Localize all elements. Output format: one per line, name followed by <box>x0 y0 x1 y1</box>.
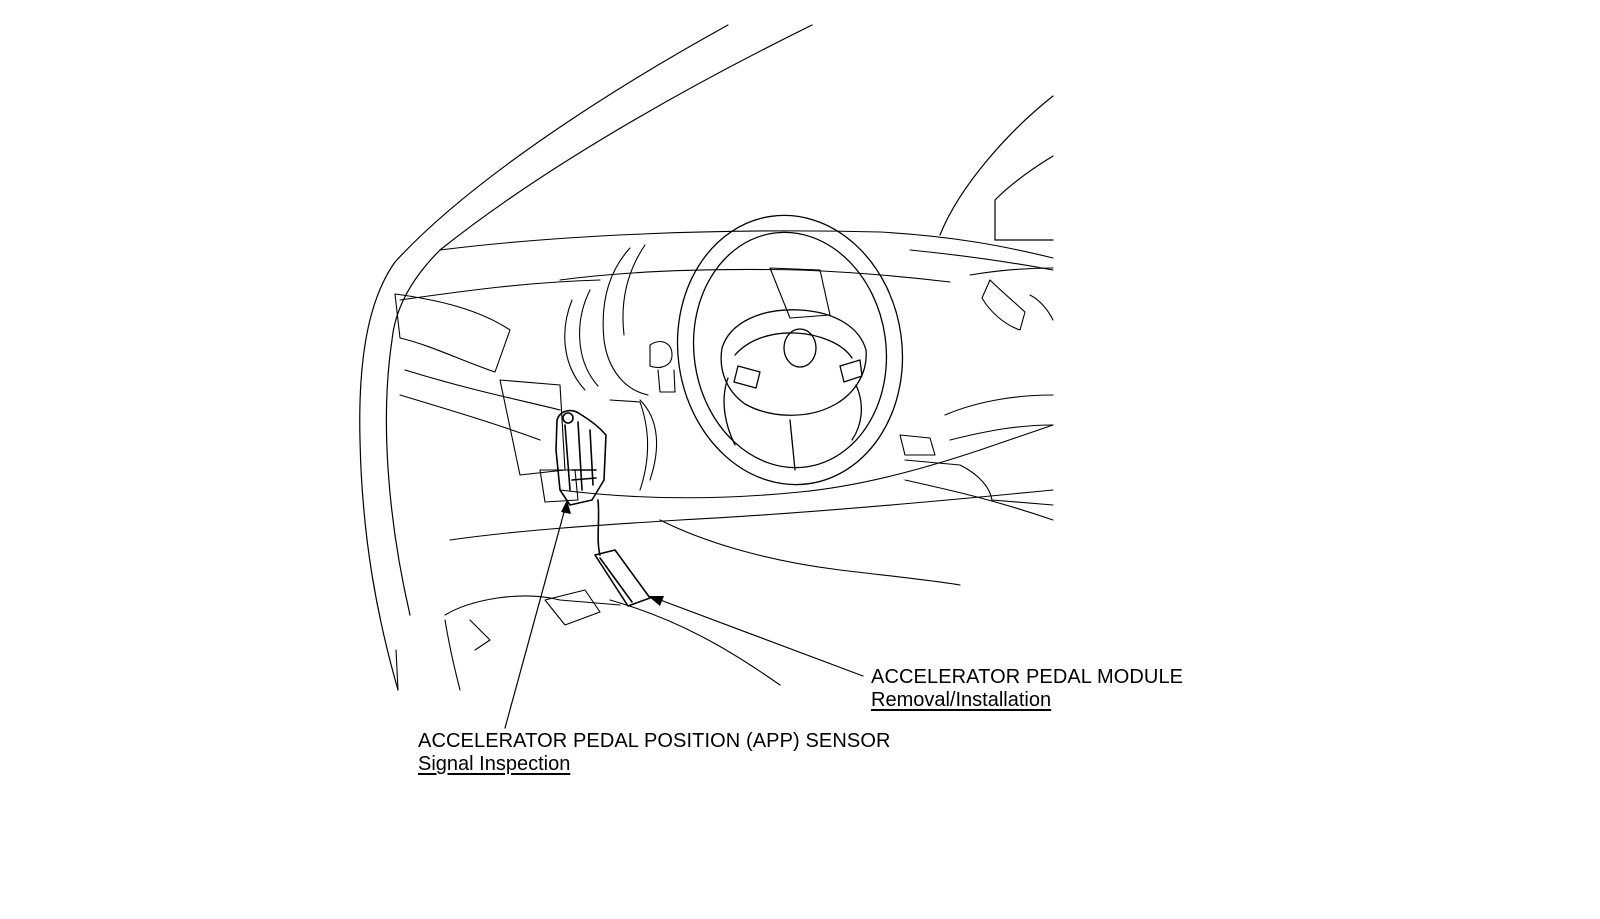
leader-arrowheads <box>561 500 664 606</box>
steering-column <box>640 342 675 480</box>
app-sensor-signal-inspection-link[interactable]: Signal Inspection <box>418 753 571 775</box>
app-sensor-label: ACCELERATOR PEDAL POSITION (APP) SENSOR <box>418 730 891 752</box>
accelerator-pedal <box>595 550 650 606</box>
pedal-module-label: ACCELERATOR PEDAL MODULE <box>871 666 1184 688</box>
pedal-module-callout <box>871 666 1183 712</box>
steering-wheel <box>660 201 919 500</box>
lower-dashboard <box>400 370 1053 585</box>
app-sensor-assembly <box>556 411 606 555</box>
app-sensor-callout <box>418 730 891 776</box>
footwell <box>396 590 780 690</box>
dashboard <box>395 231 1053 372</box>
pedal-module-removal-link[interactable]: Removal/Installation <box>871 689 1052 711</box>
a-pillar <box>360 25 812 690</box>
windshield-edge <box>940 96 1053 240</box>
